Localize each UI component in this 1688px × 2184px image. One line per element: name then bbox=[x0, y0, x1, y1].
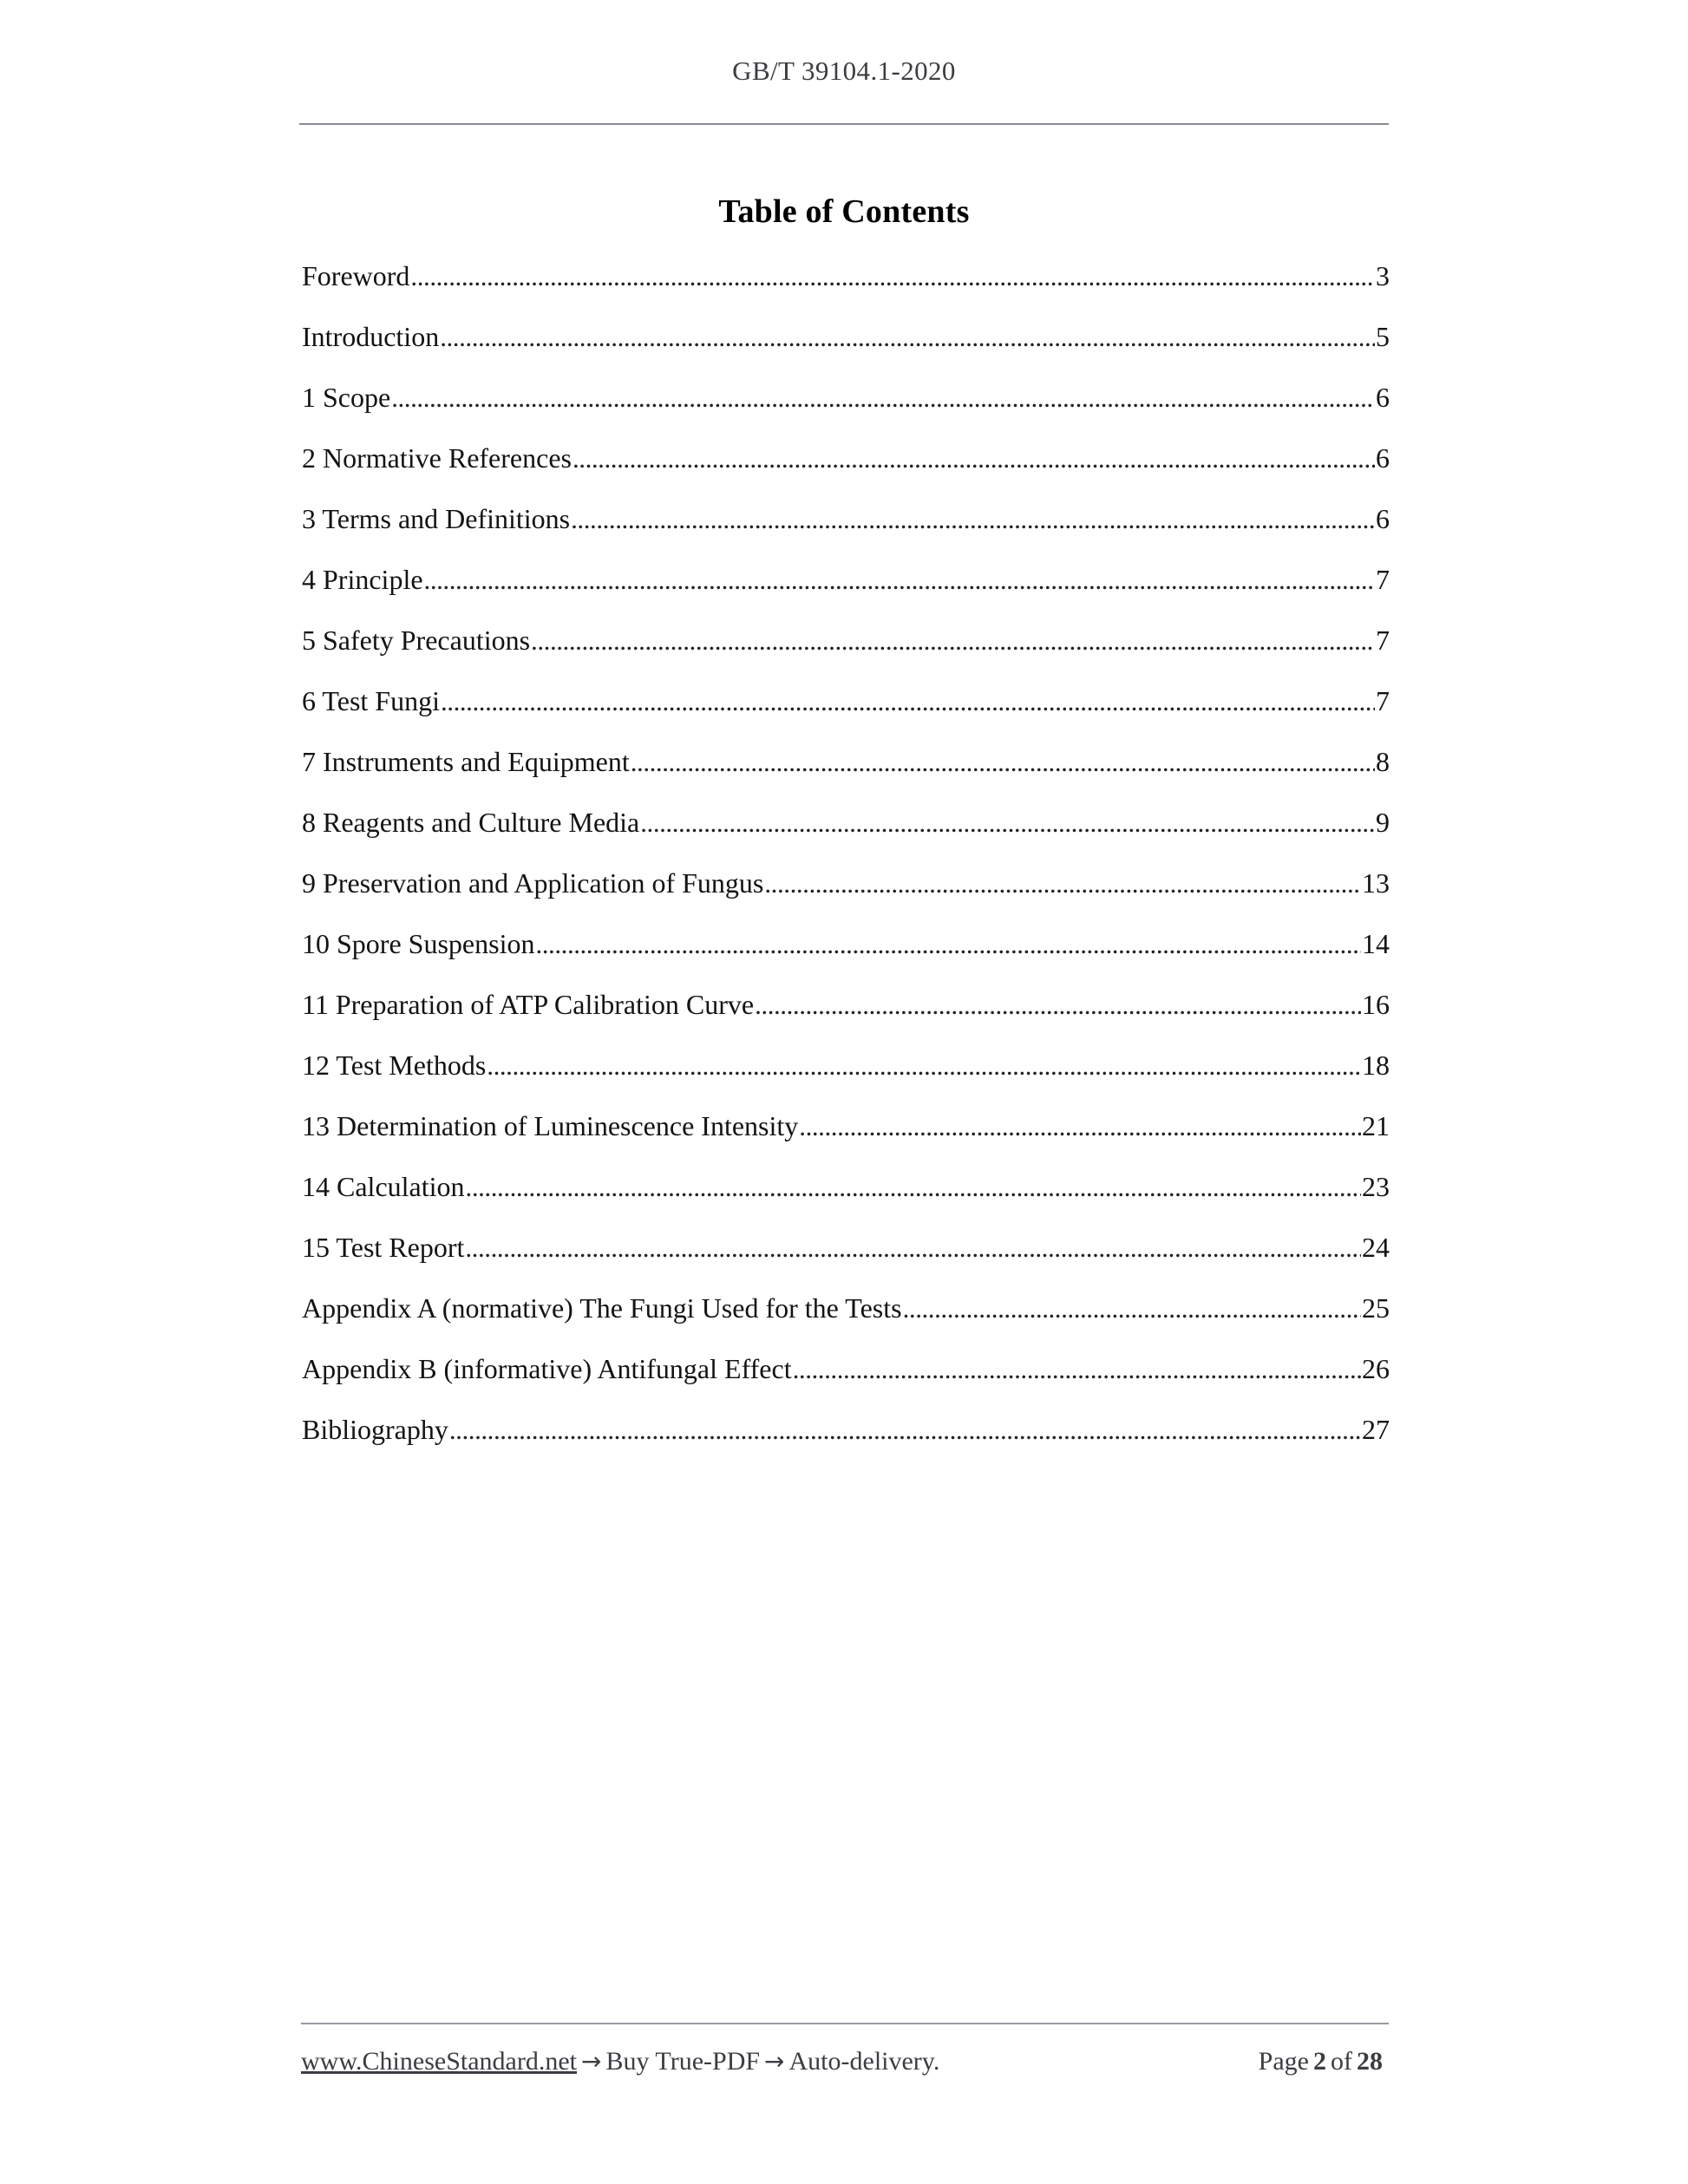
toc-dot-leader bbox=[466, 1174, 1361, 1200]
toc-dot-leader bbox=[410, 263, 1375, 290]
toc-entry-label: 4 Principle bbox=[302, 564, 423, 595]
toc-entry-label: 9 Preservation and Application of Fungus bbox=[302, 867, 764, 899]
toc-entry-page-number: 21 bbox=[1362, 1110, 1390, 1141]
footer-divider bbox=[301, 2023, 1389, 2024]
toc-dot-leader bbox=[465, 1234, 1361, 1261]
toc-entry-page-number: 13 bbox=[1362, 867, 1390, 899]
website-link[interactable]: www.ChineseStandard.net bbox=[301, 2047, 577, 2076]
toc-entry-page-number: 14 bbox=[1362, 928, 1390, 959]
toc-entry-label: 1 Scope bbox=[302, 382, 391, 413]
toc-entry[interactable] bbox=[302, 260, 1390, 321]
total-page-number: 28 bbox=[1357, 2047, 1383, 2076]
toc-entry-label: 5 Safety Precautions bbox=[302, 624, 531, 656]
toc-dot-leader bbox=[793, 1356, 1361, 1383]
toc-entry[interactable] bbox=[302, 807, 1390, 867]
toc-entry[interactable] bbox=[302, 624, 1390, 685]
of-label: of bbox=[1331, 2047, 1352, 2076]
toc-dot-leader bbox=[391, 384, 1375, 411]
footer-action-delivery: Auto-delivery. bbox=[788, 2047, 940, 2076]
toc-entry-page-number: 7 bbox=[1376, 624, 1390, 656]
toc-entry-page-number: 6 bbox=[1376, 503, 1390, 534]
toc-entry[interactable] bbox=[302, 1353, 1390, 1414]
toc-entry-page-number: 27 bbox=[1362, 1414, 1390, 1445]
toc-entry-label: Appendix A (normative) The Fungi Used for the Tests bbox=[302, 1292, 902, 1324]
toc-dot-leader bbox=[487, 1052, 1361, 1079]
toc-entry[interactable] bbox=[302, 1171, 1390, 1232]
standard-number: GB/T 39104.1-2020 bbox=[732, 56, 956, 86]
toc-dot-leader bbox=[799, 1113, 1361, 1140]
toc-entry-label: 15 Test Report bbox=[302, 1232, 465, 1263]
header-divider bbox=[299, 123, 1389, 125]
toc-entry[interactable] bbox=[302, 1232, 1390, 1292]
toc-entry-page-number: 25 bbox=[1362, 1292, 1390, 1324]
toc-entry-page-number: 3 bbox=[1376, 260, 1390, 291]
toc-entry[interactable] bbox=[302, 989, 1390, 1049]
toc-entry[interactable] bbox=[302, 1110, 1390, 1171]
toc-entry[interactable] bbox=[302, 564, 1390, 624]
toc-entry-page-number: 9 bbox=[1376, 807, 1390, 838]
toc-entry[interactable] bbox=[302, 1049, 1390, 1110]
toc-entry-page-number: 7 bbox=[1376, 564, 1390, 595]
current-page-number: 2 bbox=[1313, 2047, 1326, 2076]
toc-entry-page-number: 23 bbox=[1362, 1171, 1390, 1202]
toc-entry-page-number: 18 bbox=[1362, 1049, 1390, 1081]
toc-entry[interactable] bbox=[302, 928, 1390, 989]
toc-dot-leader bbox=[903, 1295, 1361, 1322]
toc-entry-label: 3 Terms and Definitions bbox=[302, 503, 571, 534]
toc-dot-leader bbox=[535, 931, 1361, 958]
arrow-right-icon-2: → bbox=[764, 2047, 785, 2076]
toc-entry[interactable] bbox=[302, 746, 1390, 807]
toc-entry-label: Introduction bbox=[302, 321, 440, 352]
toc-dot-leader bbox=[755, 991, 1361, 1018]
toc-entry-label: 12 Test Methods bbox=[302, 1049, 487, 1081]
toc-entry-page-number: 7 bbox=[1376, 685, 1390, 716]
toc-dot-leader bbox=[631, 749, 1375, 775]
toc-entry-label: 7 Instruments and Equipment bbox=[302, 746, 630, 777]
toc-entry-label: 13 Determination of Luminescence Intensity bbox=[302, 1110, 799, 1141]
arrow-right-icon-1: → bbox=[581, 2047, 602, 2076]
toc-dot-leader bbox=[441, 688, 1375, 715]
toc-entry-label: 14 Calculation bbox=[302, 1171, 465, 1202]
toc-entry-label: 6 Test Fungi bbox=[302, 685, 440, 716]
toc-dot-leader bbox=[571, 506, 1375, 533]
page-title: Table of Contents bbox=[718, 193, 970, 230]
toc-entry[interactable] bbox=[302, 1292, 1390, 1353]
toc-entry[interactable] bbox=[302, 442, 1390, 503]
footer-action-buy: Buy True-PDF bbox=[605, 2047, 761, 2076]
toc-entry-page-number: 8 bbox=[1376, 746, 1390, 777]
toc-dot-leader bbox=[531, 627, 1375, 654]
toc-entry-page-number: 26 bbox=[1362, 1353, 1390, 1384]
toc-entry[interactable] bbox=[302, 382, 1390, 442]
toc-entry[interactable] bbox=[302, 685, 1390, 746]
page-footer bbox=[301, 2047, 1389, 2076]
toc-dot-leader bbox=[764, 870, 1361, 897]
toc-entry-label: 10 Spore Suspension bbox=[302, 928, 535, 959]
toc-entry[interactable] bbox=[302, 503, 1390, 564]
toc-dot-leader bbox=[572, 445, 1375, 472]
footer-promo bbox=[301, 2047, 939, 2076]
toc-entry[interactable] bbox=[302, 1414, 1390, 1475]
toc-entry-label: Bibliography bbox=[302, 1414, 448, 1445]
toc-dot-leader bbox=[424, 566, 1375, 593]
toc-entry-page-number: 24 bbox=[1362, 1232, 1390, 1263]
toc-entry-page-number: 6 bbox=[1376, 442, 1390, 474]
table-of-contents bbox=[302, 260, 1390, 1475]
toc-entry-label: Appendix B (informative) Antifungal Effect bbox=[302, 1353, 792, 1384]
toc-entry-label: 2 Normative References bbox=[302, 442, 572, 474]
toc-entry[interactable] bbox=[302, 867, 1390, 928]
toc-entry-label: Foreword bbox=[302, 260, 410, 291]
toc-entry-label: 8 Reagents and Culture Media bbox=[302, 807, 640, 838]
toc-entry-label: 11 Preparation of ATP Calibration Curve bbox=[302, 989, 755, 1020]
page-indicator bbox=[1259, 2047, 1389, 2076]
page-label: Page bbox=[1258, 2047, 1309, 2076]
toc-entry-page-number: 16 bbox=[1362, 989, 1390, 1020]
toc-entry[interactable] bbox=[302, 321, 1390, 382]
toc-entry-page-number: 6 bbox=[1376, 382, 1390, 413]
toc-dot-leader bbox=[640, 809, 1375, 836]
toc-entry-page-number: 5 bbox=[1376, 321, 1390, 352]
toc-dot-leader bbox=[440, 324, 1375, 350]
toc-dot-leader bbox=[449, 1416, 1361, 1443]
page-header bbox=[0, 56, 1688, 87]
